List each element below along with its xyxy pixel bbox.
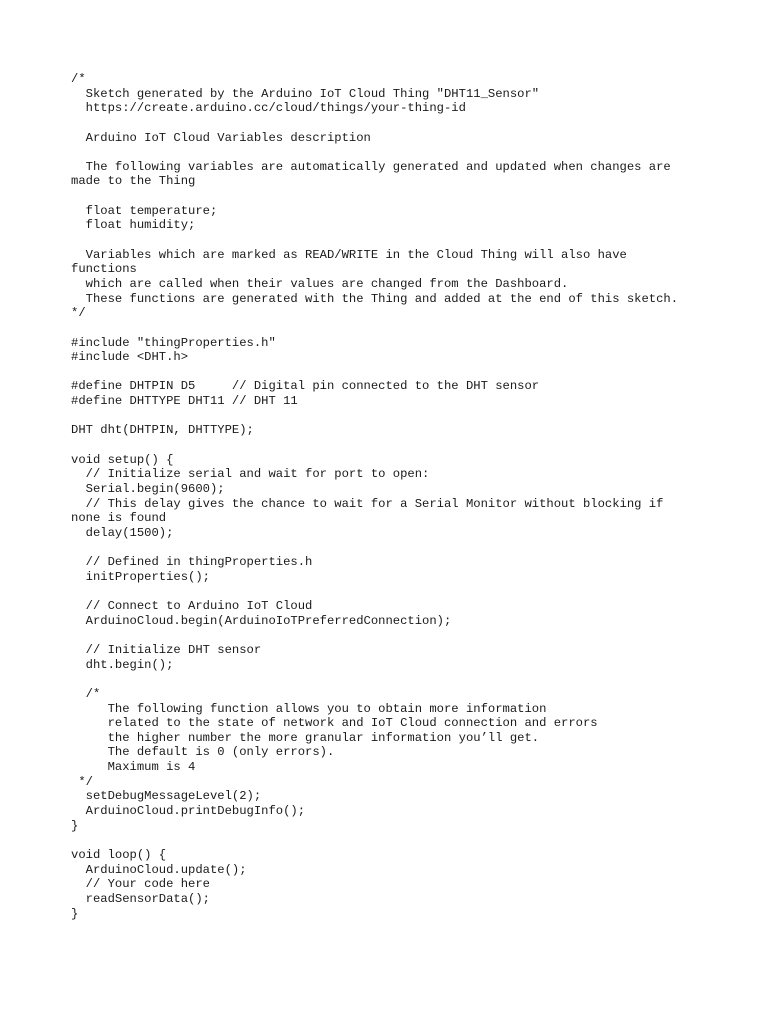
blank-line — [71, 584, 731, 599]
code-line: // Connect to Arduino IoT Cloud — [71, 599, 313, 614]
code-line: initProperties(); — [71, 569, 210, 584]
code-line: ArduinoCloud.update(); — [71, 862, 247, 877]
code-line: ArduinoCloud.begin(ArduinoIoTPreferredConnection); — [71, 613, 452, 628]
code-line: /* — [71, 686, 101, 701]
code-line: none is found — [71, 511, 167, 526]
blank-line — [71, 628, 731, 643]
blank-line — [71, 438, 731, 453]
code-line: readSensorData(); — [71, 891, 210, 906]
code-line: setDebugMessageLevel(2); — [71, 789, 262, 804]
code-line: made to the Thing — [71, 174, 196, 189]
blank-line — [71, 321, 731, 336]
code-line: // Defined in thingProperties.h — [71, 555, 313, 570]
blank-line — [71, 145, 731, 160]
code-line: // Initialize DHT sensor — [71, 642, 262, 657]
code-line: #define DHTTYPE DHT11 // DHT 11 — [71, 394, 298, 409]
blank-line — [71, 409, 731, 424]
blank-line — [71, 672, 731, 687]
blank-line — [71, 541, 731, 556]
code-line: void setup() { — [71, 452, 174, 467]
code-line: float humidity; — [71, 218, 196, 233]
code-line: float temperature; — [71, 203, 218, 218]
code-line: delay(1500); — [71, 525, 174, 540]
code-line: Serial.begin(9600); — [71, 481, 225, 496]
code-line: } — [71, 906, 79, 921]
code-line: Arduino IoT Cloud Variables description — [71, 130, 371, 145]
code-line: #define DHTPIN D5 // Digital pin connected to the DHT sensor — [71, 379, 540, 394]
code-line: dht.begin(); — [71, 657, 174, 672]
code-line: #include <DHT.h> — [71, 350, 189, 365]
code-line: functions — [71, 262, 137, 277]
code-line: https://create.arduino.cc/cloud/things/your-thing-id — [71, 101, 466, 116]
code-line: // Your code here — [71, 877, 210, 892]
code-line: related to the state of network and IoT Cloud connection and errors — [71, 716, 598, 731]
code-line: /* — [71, 72, 86, 86]
code-line: Variables which are marked as READ/WRITE in the Cloud Thing will also have — [71, 247, 627, 262]
blank-line — [71, 189, 731, 204]
code-line: // Initialize serial and wait for port to open: — [71, 467, 430, 482]
code-line: which are called when their values are changed from the Dashboard. — [71, 276, 569, 291]
code-line: #include "thingProperties.h" — [71, 335, 276, 350]
code-line: These functions are generated with the Thing and added at the end of this sketch. — [71, 291, 679, 306]
blank-line — [71, 116, 731, 131]
blank-line — [71, 233, 731, 248]
code-line: Maximum is 4 — [71, 760, 196, 775]
code-line: } — [71, 818, 79, 833]
code-line: The following function allows you to obtain more information — [71, 701, 547, 716]
code-line: Sketch generated by the Arduino IoT Cloud Thing "DHT11_Sensor" — [71, 86, 540, 101]
code-line: void loop() { — [71, 847, 167, 862]
code-document — [71, 72, 731, 921]
blank-line — [71, 833, 731, 848]
code-line: */ — [71, 774, 93, 789]
code-line: The default is 0 (only errors). — [71, 745, 335, 760]
code-line: // This delay gives the chance to wait for a Serial Monitor without blocking if — [71, 496, 664, 511]
code-line: The following variables are automatically generated and updated when changes are — [71, 159, 671, 174]
blank-line — [71, 365, 731, 380]
code-line: ArduinoCloud.printDebugInfo(); — [71, 804, 306, 819]
code-line: the higher number the more granular information you’ll get. — [71, 730, 540, 745]
code-line: DHT dht(DHTPIN, DHTTYPE); — [71, 423, 254, 438]
code-line: */ — [71, 306, 86, 321]
